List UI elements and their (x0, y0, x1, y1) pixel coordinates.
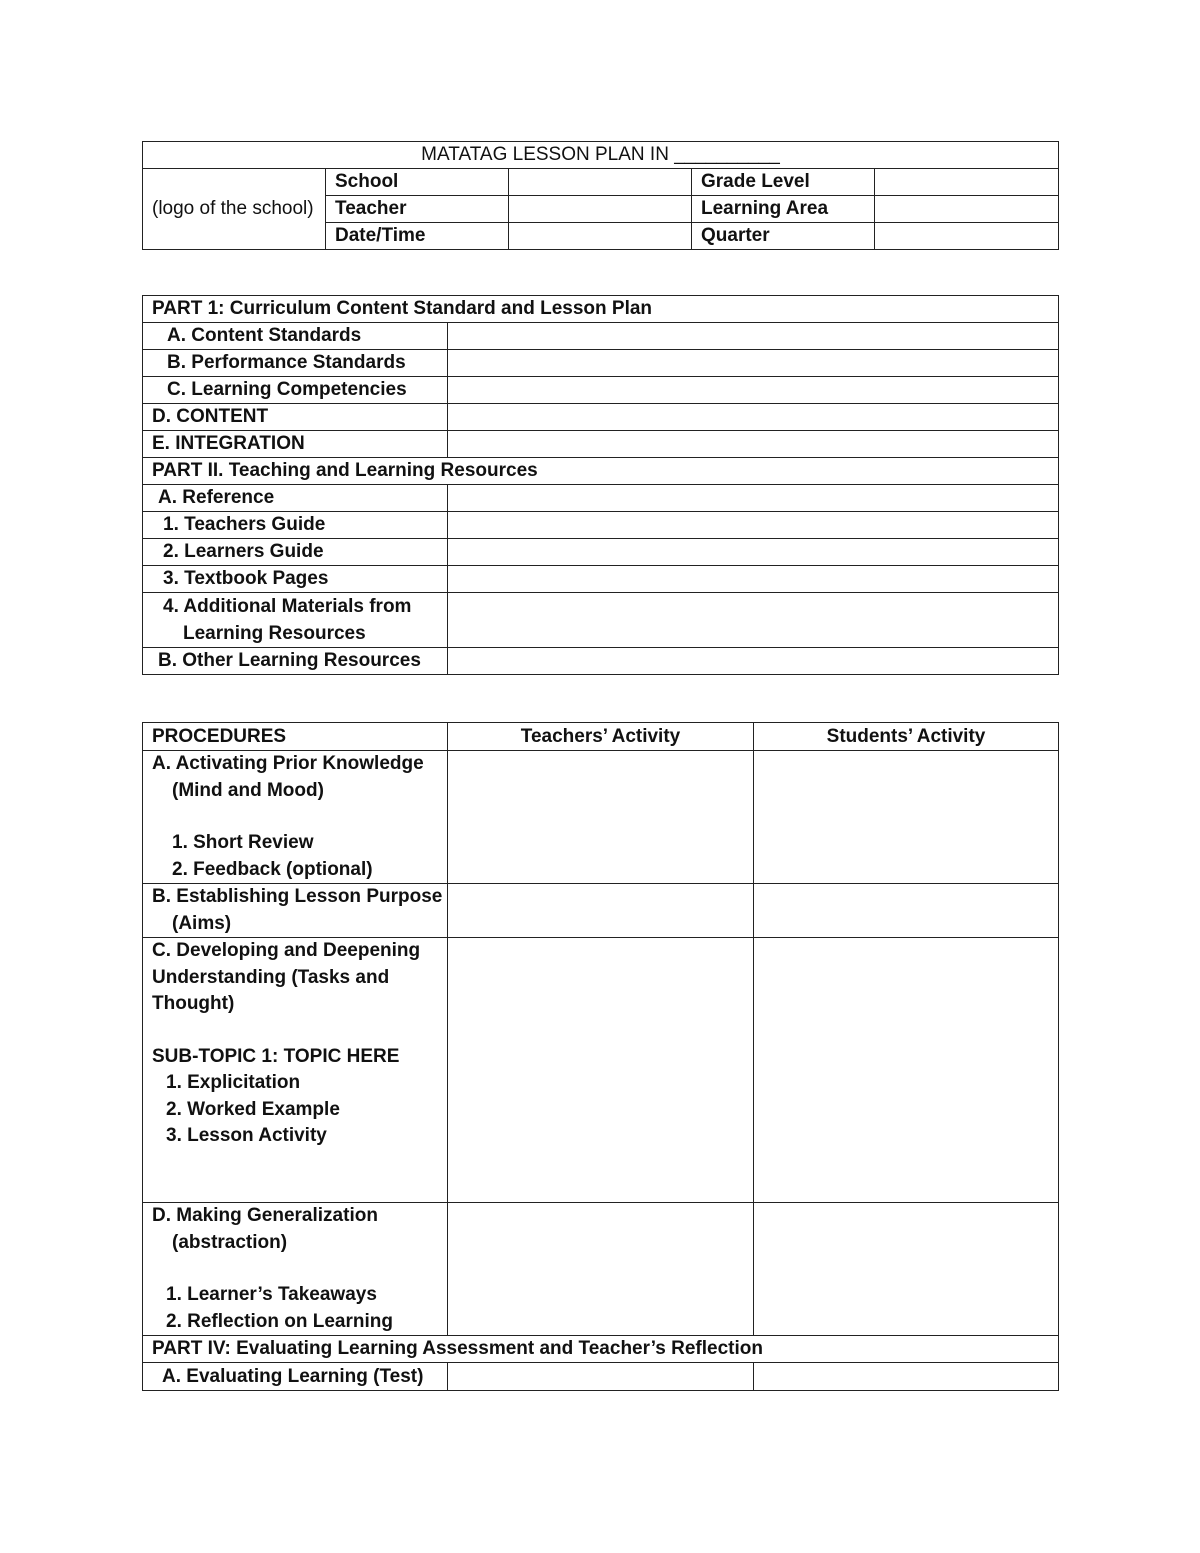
learning-competencies-label: C. Learning Competencies (143, 377, 448, 404)
making-generalization-cell (143, 1203, 448, 1336)
teachers-guide-value[interactable] (448, 512, 1059, 539)
learners-guide-value[interactable] (448, 539, 1059, 566)
lesson-activity-item: 3. Lesson Activity (166, 1125, 327, 1146)
teachers-guide-label: 1. Teachers Guide (143, 512, 448, 539)
section-d-title: D. Making Generalization (152, 1205, 378, 1226)
teacher-value[interactable] (509, 196, 692, 223)
integration-value[interactable] (448, 431, 1059, 458)
section-c-title-line3: Thought) (152, 993, 235, 1014)
performance-standards-value[interactable] (448, 350, 1059, 377)
part2-heading: PART II. Teaching and Learning Resources (143, 458, 1059, 485)
content-standards-value[interactable] (448, 323, 1059, 350)
learning-area-value[interactable] (875, 196, 1059, 223)
part1-heading: PART 1: Curriculum Content Standard and Lesson Plan (143, 296, 1059, 323)
procedures-header: PROCEDURES (143, 723, 448, 751)
section-c-title-line2: Understanding (Tasks and (152, 966, 390, 988)
section-b-subtitle: (Aims) (172, 912, 232, 934)
worked-example-item: 2. Worked Example (166, 1098, 340, 1120)
teachers-activity-header: Teachers’ Activity (448, 723, 754, 751)
other-resources-label: B. Other Learning Resources (143, 648, 448, 675)
reference-label: A. Reference (143, 485, 448, 512)
grade-level-value[interactable] (875, 169, 1059, 196)
section-d-students-activity[interactable] (754, 1203, 1059, 1336)
school-value[interactable] (509, 169, 692, 196)
section-d-teachers-activity[interactable] (448, 1203, 754, 1336)
quarter-label: Quarter (692, 223, 875, 250)
teacher-label: Teacher (326, 196, 509, 223)
textbook-pages-value[interactable] (448, 566, 1059, 593)
developing-understanding-cell (143, 938, 448, 1203)
evaluating-learning-teachers[interactable] (448, 1363, 754, 1391)
section-a-students-activity[interactable] (754, 751, 1059, 884)
procedures-table (142, 722, 1059, 1391)
additional-materials-line2: Learning Resources (183, 623, 366, 644)
section-a-teachers-activity[interactable] (448, 751, 754, 884)
quarter-value[interactable] (875, 223, 1059, 250)
integration-label: E. INTEGRATION (143, 431, 448, 458)
school-logo-placeholder: (logo of the school) (143, 169, 326, 250)
section-a-subtitle: (Mind and Mood) (172, 779, 324, 801)
reflection-on-learning-item: 2. Reflection on Learning (166, 1310, 393, 1332)
activating-prior-knowledge-cell (143, 751, 448, 884)
part4-heading: PART IV: Evaluating Learning Assessment and Teacher’s Reflection (143, 1336, 1059, 1363)
section-c-students-activity[interactable] (754, 938, 1059, 1203)
additional-materials-label (143, 593, 448, 648)
learning-competencies-value[interactable] (448, 377, 1059, 404)
students-activity-header: Students’ Activity (754, 723, 1059, 751)
additional-materials-value[interactable] (448, 593, 1059, 648)
learners-guide-label: 2. Learners Guide (143, 539, 448, 566)
curriculum-resources-table (142, 295, 1059, 675)
lesson-plan-title: MATATAG LESSON PLAN IN __________ (143, 142, 1059, 169)
section-b-students-activity[interactable] (754, 884, 1059, 938)
performance-standards-label: B. Performance Standards (143, 350, 448, 377)
reference-value[interactable] (448, 485, 1059, 512)
section-b-teachers-activity[interactable] (448, 884, 754, 938)
content-label: D. CONTENT (143, 404, 448, 431)
subtopic-heading: SUB-TOPIC 1: TOPIC HERE (152, 1045, 400, 1067)
additional-materials-line1: 4. Additional Materials from (163, 596, 412, 617)
grade-level-label: Grade Level (692, 169, 875, 196)
textbook-pages-label: 3. Textbook Pages (143, 566, 448, 593)
header-table (142, 141, 1059, 250)
section-c-teachers-activity[interactable] (448, 938, 754, 1203)
learners-takeaways-item: 1. Learner’s Takeaways (166, 1284, 377, 1305)
school-label: School (326, 169, 509, 196)
date-time-value[interactable] (509, 223, 692, 250)
evaluating-learning-label: A. Evaluating Learning (Test) (143, 1363, 448, 1391)
learning-area-label: Learning Area (692, 196, 875, 223)
content-standards-label: A. Content Standards (143, 323, 448, 350)
other-resources-value[interactable] (448, 648, 1059, 675)
date-time-label: Date/Time (326, 223, 509, 250)
section-d-subtitle: (abstraction) (172, 1231, 288, 1253)
section-c-title-line1: C. Developing and Deepening (152, 940, 421, 961)
evaluating-learning-students[interactable] (754, 1363, 1059, 1391)
explicitation-item: 1. Explicitation (166, 1072, 301, 1093)
establishing-lesson-purpose-cell (143, 884, 448, 938)
short-review-item: 1. Short Review (172, 832, 314, 853)
section-b-title: B. Establishing Lesson Purpose (152, 886, 443, 907)
content-value[interactable] (448, 404, 1059, 431)
section-a-title: A. Activating Prior Knowledge (152, 753, 424, 774)
feedback-item: 2. Feedback (optional) (172, 858, 373, 880)
